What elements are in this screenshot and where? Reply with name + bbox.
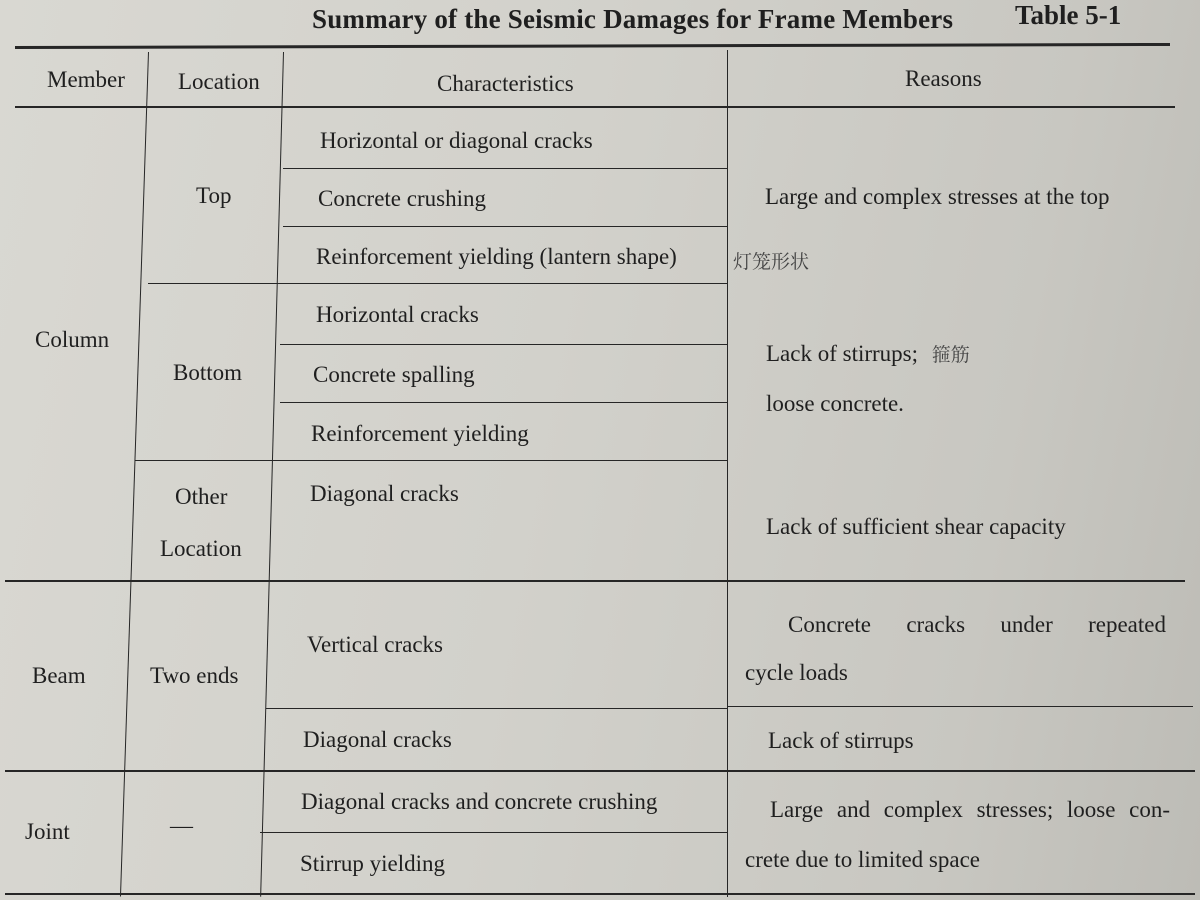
table-number: Table 5-1 xyxy=(1015,0,1122,30)
reason-joint-line1: Large and complex stresses; loose con- xyxy=(770,797,1170,822)
reason-other: Lack of sufficient shear capacity xyxy=(766,514,1066,539)
reason-bottom-line1 xyxy=(766,340,970,369)
location-two-ends: Two ends xyxy=(150,663,239,688)
loc-rule-1 xyxy=(148,283,728,284)
loc-rule-2 xyxy=(135,460,728,461)
member-joint: Joint xyxy=(25,819,70,844)
reason-beam-2: Lack of stirrups xyxy=(768,728,914,753)
reason-joint-line2: crete due to limited space xyxy=(745,847,981,872)
header-reasons: Reasons xyxy=(905,66,982,91)
reason-top: Large and complex stresses at the top xyxy=(765,184,1110,209)
top-rule xyxy=(15,43,1170,49)
char-joint-1: Diagonal cracks and concrete crushing xyxy=(301,789,658,814)
header-member: Member xyxy=(47,67,125,92)
location-other-line1: Other xyxy=(175,484,228,509)
note-stirrups: 箍筋 xyxy=(931,344,970,366)
header-rule xyxy=(15,106,1175,108)
header-characteristics: Characteristics xyxy=(437,71,574,96)
member-rule-1 xyxy=(5,580,1185,582)
location-top: Top xyxy=(196,183,232,208)
char-top-3: Reinforcement yielding (lantern shape) xyxy=(316,244,677,269)
char-bottom-2: Concrete spalling xyxy=(313,362,475,387)
char-bottom-3: Reinforcement yielding xyxy=(311,421,529,446)
location-bottom: Bottom xyxy=(173,360,243,385)
location-joint: — xyxy=(170,813,193,838)
char-top-1: Horizontal or diagonal cracks xyxy=(320,128,593,153)
char-joint-2: Stirrup yielding xyxy=(300,851,446,876)
char-other-1: Diagonal cracks xyxy=(310,481,459,506)
bottom-rule xyxy=(5,893,1195,895)
member-column: Column xyxy=(35,327,110,352)
member-rule-2 xyxy=(5,770,1195,772)
char-rule-3 xyxy=(280,344,728,345)
reason-bottom-line2: loose concrete. xyxy=(766,391,904,416)
location-other-line2: Location xyxy=(160,536,242,561)
char-beam-1: Vertical cracks xyxy=(307,632,444,657)
member-beam: Beam xyxy=(32,663,86,688)
char-rule-5 xyxy=(266,708,728,709)
col-rule-characteristics xyxy=(727,50,728,897)
char-rule-1 xyxy=(283,168,728,169)
char-beam-2: Diagonal cracks xyxy=(303,727,452,752)
reason-bottom-text: Lack of stirrups; xyxy=(766,341,919,366)
char-bottom-1: Horizontal cracks xyxy=(316,302,479,327)
char-rule-2 xyxy=(283,226,728,227)
char-rule-4 xyxy=(280,402,728,403)
reason-rule-1 xyxy=(728,706,1193,707)
char-rule-6 xyxy=(260,832,728,833)
table-caption xyxy=(0,0,1200,42)
table-title: Summary of the Seismic Damages for Frame Members xyxy=(312,4,954,34)
reason-beam-line1: Concrete cracks under repeated xyxy=(788,612,1166,637)
note-lantern-shape: 灯笼形状 xyxy=(733,251,810,273)
char-top-2: Concrete crushing xyxy=(318,186,486,211)
reason-beam-line2: cycle loads xyxy=(745,660,848,685)
header-location: Location xyxy=(178,69,260,94)
